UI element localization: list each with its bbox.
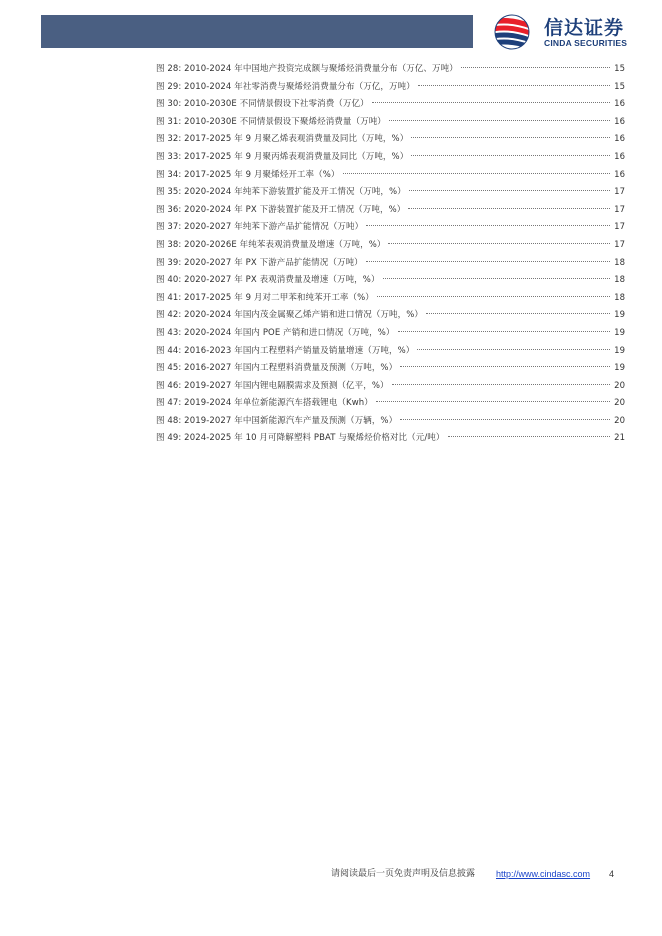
toc-leader-dots <box>409 190 610 191</box>
toc-entry[interactable] <box>156 96 625 114</box>
toc-entry-label: 图 35: 2020-2024 年纯苯下游装置扩能及开工情况（万吨，%） <box>156 187 406 198</box>
toc-leader-dots <box>377 296 610 297</box>
toc-entry-label: 图 45: 2016-2027 年国内工程塑料消费量及预测（万吨，%） <box>156 363 398 374</box>
toc-leader-dots <box>389 120 610 121</box>
toc-entry[interactable] <box>156 378 625 396</box>
toc-entry[interactable] <box>156 413 625 431</box>
toc-entry-label: 图 31: 2010-2030E 不同情景假设下聚烯烃消费量（万吨） <box>156 116 386 127</box>
toc-entry-page: 21 <box>614 433 625 444</box>
toc-entry-page: 19 <box>614 363 625 374</box>
toc-leader-dots <box>383 278 610 279</box>
toc-entry[interactable] <box>156 237 625 255</box>
toc-leader-dots <box>400 419 610 420</box>
footer-website-link[interactable]: http://www.cindasc.com <box>496 869 591 879</box>
toc-entry[interactable] <box>156 202 625 220</box>
toc-entry-page: 18 <box>614 292 625 303</box>
toc-entry[interactable] <box>156 131 625 149</box>
toc-leader-dots <box>372 102 610 103</box>
toc-entry[interactable] <box>156 290 625 308</box>
toc-leader-dots <box>418 85 610 86</box>
toc-leader-dots <box>343 173 610 174</box>
toc-entry-page: 16 <box>614 169 625 180</box>
toc-entry[interactable] <box>156 360 625 378</box>
toc-entry[interactable] <box>156 430 625 448</box>
toc-leader-dots <box>417 349 610 350</box>
footer-disclaimer: 请阅读最后一页免责声明及信息披露 <box>331 869 476 879</box>
toc-entry-page: 20 <box>614 398 625 409</box>
toc-entry-label: 图 30: 2010-2030E 不同情景假设下社零消费（万亿） <box>156 99 369 110</box>
toc-entry-page: 19 <box>614 327 625 338</box>
toc-entry-label: 图 33: 2017-2025 年 9 月聚丙烯表观消费量及同比（万吨，%） <box>156 151 409 162</box>
toc-leader-dots <box>388 243 610 244</box>
toc-entry-page: 17 <box>614 204 625 215</box>
toc-entry[interactable] <box>156 61 625 79</box>
toc-entry-page: 17 <box>614 239 625 250</box>
toc-entry-label: 图 44: 2016-2023 年国内工程塑料产销量及销量增速（万吨，%） <box>156 345 415 356</box>
toc-leader-dots <box>392 384 610 385</box>
toc-entry[interactable] <box>156 149 625 167</box>
logo-name-cn: 信达证券 <box>544 17 625 39</box>
toc-leader-dots <box>398 331 611 332</box>
toc-entry-page: 17 <box>614 187 625 198</box>
toc-entry-label: 图 43: 2020-2024 年国内 POE 产销和进口情况（万吨，%） <box>156 327 395 338</box>
toc-entry-page: 16 <box>614 134 625 145</box>
toc-entry-page: 20 <box>614 415 625 426</box>
toc-entry[interactable] <box>156 79 625 97</box>
toc-entry-page: 16 <box>614 116 625 127</box>
toc-leader-dots <box>366 225 610 226</box>
toc-entry-page: 15 <box>614 81 625 92</box>
toc-entry-label: 图 49: 2024-2025 年 10 月可降解塑料 PBAT 与聚烯烃价格对比（元/吨） <box>156 433 445 444</box>
toc-leader-dots <box>376 401 610 402</box>
toc-entry[interactable] <box>156 255 625 273</box>
toc-entry-page: 19 <box>614 310 625 321</box>
toc-entry-label: 图 39: 2020-2027 年 PX 下游产品扩能情况（万吨） <box>156 257 363 268</box>
toc-entry[interactable] <box>156 343 625 361</box>
toc-entry-page: 18 <box>614 275 625 286</box>
toc-entry-label: 图 28: 2010-2024 年中国地产投资完成额与聚烯烃消费量分布（万亿、万吨） <box>156 64 458 74</box>
toc-entry-label: 图 29: 2010-2024 年社零消费与聚烯烃消费量分布（万亿，万吨） <box>156 81 415 92</box>
toc-entry[interactable] <box>156 184 625 202</box>
toc-entry[interactable] <box>156 307 625 325</box>
toc-leader-dots <box>408 208 610 209</box>
toc-entry-label: 图 40: 2020-2027 年 PX 表观消费量及增速（万吨，%） <box>156 275 380 286</box>
toc-entry[interactable] <box>156 219 625 237</box>
toc-leader-dots <box>426 313 610 314</box>
toc-entry-label: 图 34: 2017-2025 年 9 月聚烯烃开工率（%） <box>156 169 340 180</box>
toc-entry-label: 图 47: 2019-2024 年单位新能源汽车搭载锂电（Kwh） <box>156 398 373 409</box>
cinda-globe-logo-icon <box>486 12 538 52</box>
company-logo <box>486 12 646 52</box>
page-footer <box>0 867 662 881</box>
toc-leader-dots <box>400 366 610 367</box>
toc-leader-dots <box>448 436 610 437</box>
toc-entry-label: 图 38: 2020-2026E 年纯苯表观消费量及增速（万吨，%） <box>156 239 386 250</box>
toc-entry-label: 图 36: 2020-2024 年 PX 下游装置扩能及开工情况（万吨，%） <box>156 204 406 215</box>
toc-entry-label: 图 48: 2019-2027 年中国新能源汽车产量及预测（万辆，%） <box>156 415 398 426</box>
toc-entry[interactable] <box>156 114 625 132</box>
toc-entry-label: 图 46: 2019-2027 年国内锂电隔膜需求及预测（亿平，%） <box>156 380 389 391</box>
toc-entry-page: 19 <box>614 345 625 356</box>
figure-list <box>156 61 625 448</box>
toc-entry-page: 18 <box>614 257 625 268</box>
toc-entry[interactable] <box>156 395 625 413</box>
logo-name-en: CINDA SECURITIES <box>544 38 628 48</box>
header-bar <box>41 15 473 48</box>
toc-entry-page: 17 <box>614 222 625 233</box>
toc-leader-dots <box>461 67 610 68</box>
toc-entry-label: 图 37: 2020-2027 年纯苯下游产品扩能情况（万吨） <box>156 222 364 233</box>
toc-entry[interactable] <box>156 325 625 343</box>
toc-entry-label: 图 41: 2017-2025 年 9 月对二甲苯和纯苯开工率（%） <box>156 292 374 303</box>
toc-entry[interactable] <box>156 167 625 185</box>
toc-entry-label: 图 42: 2020-2024 年国内茂金属聚乙烯产销和进口情况（万吨，%） <box>156 310 423 321</box>
toc-leader-dots <box>366 261 610 262</box>
toc-entry[interactable] <box>156 272 625 290</box>
toc-entry-label: 图 32: 2017-2025 年 9 月聚乙烯表观消费量及同比（万吨，%） <box>156 134 409 145</box>
toc-entry-page: 15 <box>614 64 625 74</box>
toc-leader-dots <box>411 155 610 156</box>
toc-entry-page: 20 <box>614 380 625 391</box>
toc-entry-page: 16 <box>614 99 625 110</box>
page-number: 4 <box>609 869 615 879</box>
toc-leader-dots <box>411 137 610 138</box>
toc-entry-page: 16 <box>614 151 625 162</box>
